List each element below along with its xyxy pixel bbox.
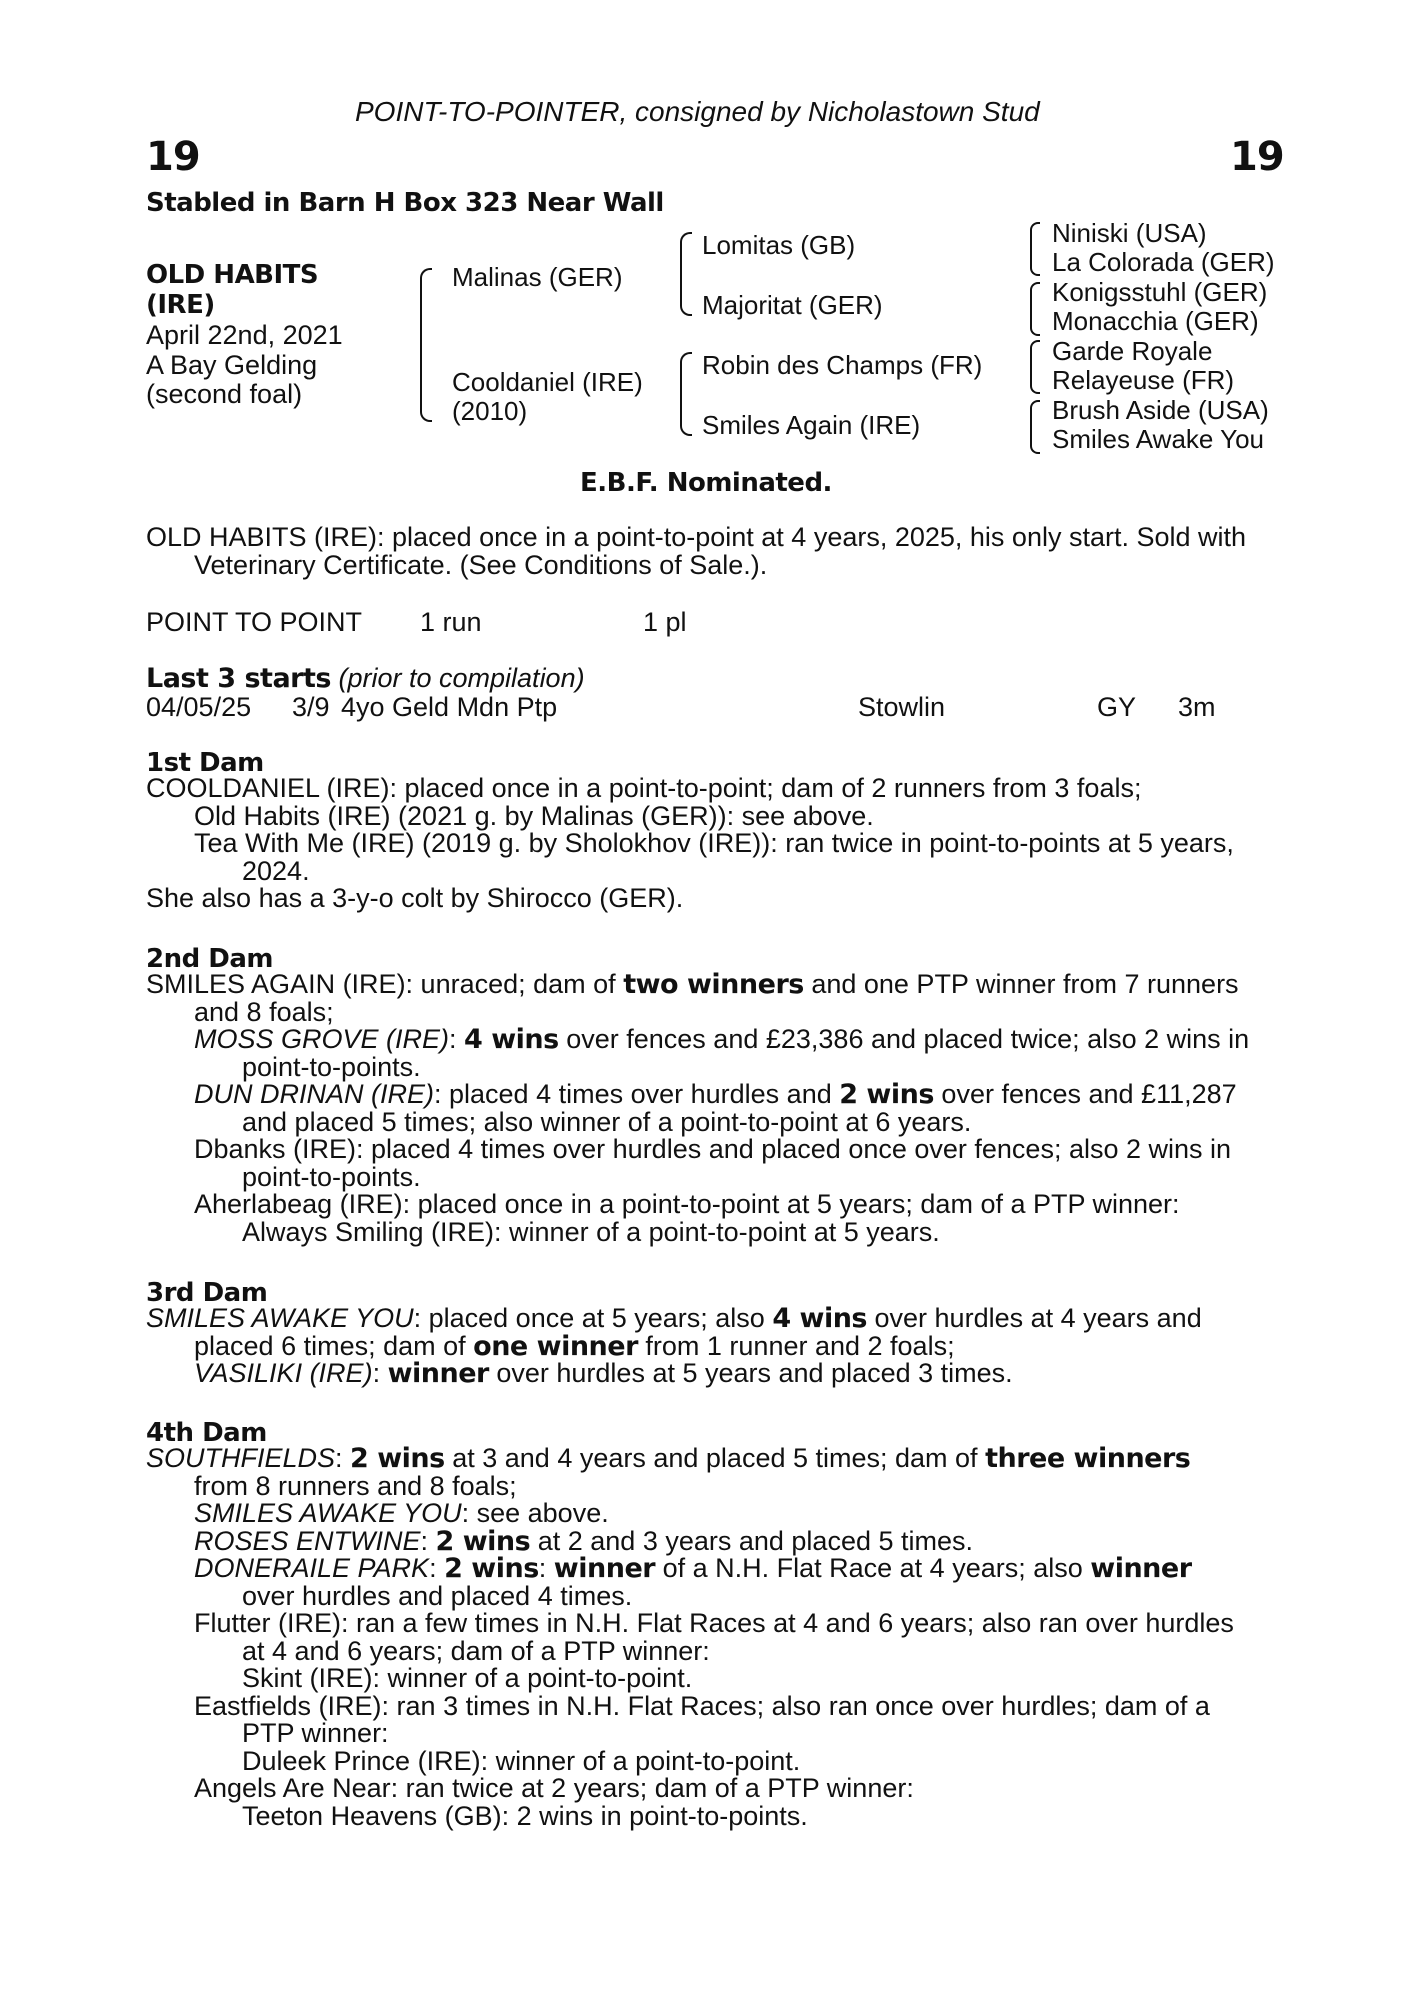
dam2-line: and placed 5 times; also winner of a point-to-point at 6 years. [242, 1106, 972, 1137]
pedigree-brace [420, 268, 432, 422]
race-summary [146, 524, 1296, 579]
dam2-title: 2nd Dam [146, 944, 273, 974]
dam4-line: PTP winner: [242, 1718, 389, 1748]
dam4-line: Duleek Prince (IRE): winner of a point-to-point. [242, 1745, 801, 1776]
dam2-line: point-to-points. [242, 1161, 421, 1192]
pedigree-ggp: Garde Royale [1052, 336, 1213, 366]
summary-line: OLD HABITS (IRE): placed once in a point-to-point at 4 years, 2025, his only start. Sold with [146, 522, 1247, 552]
dam4-line: SOUTHFIELDS: 2 wins at 3 and 4 years and placed 5 times; dam of three winners [146, 1443, 1191, 1474]
last-starts-subtitle: (prior to compilation) [338, 663, 585, 693]
dam4-text [146, 1445, 1296, 1830]
summary-line: Veterinary Certificate. (See Conditions of Sale.). [194, 549, 768, 580]
pedigree-dam-year: (2010) [452, 396, 528, 426]
pedigree-ggp: Niniski (USA) [1052, 218, 1207, 248]
dam2-line: and 8 foals; [194, 996, 334, 1027]
start-going: GY [1097, 692, 1137, 722]
pedigree-dam: Cooldaniel (IRE) [452, 367, 643, 397]
dam2-line: DUN DRINAN (IRE): placed 4 times over hurdles and 2 wins over fences and £11,287 [194, 1079, 1237, 1110]
catalogue-header: POINT-TO-POINTER, consigned by Nicholastown Stud [355, 96, 1040, 127]
foal-note: (second foal) [146, 379, 303, 409]
pedigree-ggp: La Colorada (GER) [1052, 247, 1275, 277]
dam4-line: Teeton Heavens (GB): 2 wins in point-to-points. [242, 1800, 808, 1831]
record-runs: 1 run [420, 607, 482, 637]
record-label: POINT TO POINT [146, 607, 363, 637]
start-race: 4yo Geld Mdn Ptp [341, 692, 558, 722]
dam1-title: 1st Dam [146, 748, 264, 778]
start-date: 04/05/25 [146, 692, 252, 722]
dam4-title: 4th Dam [146, 1418, 267, 1448]
last-starts-heading [146, 663, 585, 694]
dam4-line: ROSES ENTWINE: 2 wins at 2 and 3 years and placed 5 times. [194, 1525, 974, 1557]
dam4-line: from 8 runners and 8 foals; [194, 1470, 517, 1501]
horse-name-country: (IRE) [146, 290, 215, 320]
dam1-line: She also has a 3-y-o colt by Shirocco (GER). [146, 883, 684, 913]
horse-name: OLD HABITS [146, 260, 319, 290]
start-position: 3/9 [292, 692, 330, 722]
last-starts-title: Last 3 starts [146, 663, 331, 694]
dam1-line: 2024. [242, 855, 310, 886]
pedigree-ggp: Monacchia (GER) [1052, 306, 1259, 336]
dam2-line: point-to-points. [242, 1051, 421, 1082]
dam4-line: Angels Are Near: ran twice at 2 years; dam of a PTP winner: [194, 1773, 914, 1803]
dam4-line: Flutter (IRE): ran a few times in N.H. Flat Races at 4 and 6 years; also ran over hurdles [194, 1608, 1234, 1638]
pedigree-brace [1030, 282, 1040, 336]
dam3-text [146, 1305, 1296, 1388]
dam4-line: Eastfields (IRE): ran 3 times in N.H. Flat Races; also ran once over hurdles; dam of a [194, 1690, 1210, 1721]
pedigree-ggp: Smiles Awake You [1052, 424, 1264, 454]
pedigree-brace [1030, 340, 1040, 394]
horse-description: A Bay Gelding [146, 350, 318, 380]
pedigree-brace [680, 232, 692, 316]
start-distance: 3m [1178, 692, 1216, 722]
pedigree-brace [1030, 400, 1040, 454]
pedigree-brace [1030, 222, 1040, 276]
dam1-text [146, 775, 1296, 913]
dam2-line: MOSS GROVE (IRE): 4 wins over fences and £23,386 and placed twice; also 2 wins in [194, 1024, 1250, 1055]
pedigree-dam-sire: Robin des Champs (FR) [702, 350, 983, 380]
dam2-line: Always Smiling (IRE): winner of a point-to-point at 5 years. [242, 1216, 940, 1247]
dam4-line: SMILES AWAKE YOU: see above. [194, 1498, 609, 1528]
lot-number-left: 19 [146, 134, 200, 180]
start-course: Stowlin [858, 692, 946, 722]
dam2-line: SMILES AGAIN (IRE): unraced; dam of two winners and one PTP winner from 7 runners [146, 969, 1239, 1000]
pedigree-ggp: Relayeuse (FR) [1052, 365, 1235, 395]
dam4-line: over hurdles and placed 4 times. [242, 1580, 633, 1611]
dam1-line: COOLDANIEL (IRE): placed once in a point-to-point; dam of 2 runners from 3 foals; [146, 773, 1142, 803]
pedigree-brace [680, 352, 692, 436]
dam2-text [146, 971, 1296, 1246]
pedigree-dam-dam: Smiles Again (IRE) [702, 410, 921, 440]
dam2-line: Dbanks (IRE): placed 4 times over hurdles and placed once over fences; also 2 wins in [194, 1134, 1232, 1164]
dam3-line: placed 6 times; dam of one winner from 1 runner and 2 foals; [194, 1330, 955, 1362]
ebf-nominated: E.B.F. Nominated. [580, 468, 832, 498]
pedigree-sire-sire: Lomitas (GB) [702, 230, 856, 260]
record-placed: 1 pl [643, 607, 687, 637]
pedigree-ggp: Brush Aside (USA) [1052, 395, 1269, 425]
dam3-line: VASILIKI (IRE): winner over hurdles at 5 years and placed 3 times. [194, 1358, 1013, 1389]
pedigree-sire: Malinas (GER) [452, 262, 623, 292]
pedigree-ggp: Konigsstuhl (GER) [1052, 277, 1268, 307]
dam3-title: 3rd Dam [146, 1278, 268, 1308]
foaling-date: April 22nd, 2021 [146, 320, 343, 350]
dam2-line: Aherlabeag (IRE): placed once in a point-to-point at 5 years; dam of a PTP winner: [194, 1189, 1180, 1219]
dam3-line: SMILES AWAKE YOU: placed once at 5 years; also 4 wins over hurdles at 4 years and [146, 1303, 1202, 1334]
pedigree-sire-dam: Majoritat (GER) [702, 290, 883, 320]
stabling-info: Stabled in Barn H Box 323 Near Wall [146, 188, 664, 218]
dam4-line: Skint (IRE): winner of a point-to-point. [242, 1663, 693, 1693]
dam1-line: Old Habits (IRE) (2021 g. by Malinas (GER)): see above. [194, 800, 874, 831]
lot-number-right: 19 [1230, 134, 1284, 180]
dam4-line: at 4 and 6 years; dam of a PTP winner: [242, 1635, 710, 1666]
dam1-line: Tea With Me (IRE) (2019 g. by Sholokhov (IRE)): ran twice in point-to-points at 5 years, [194, 828, 1234, 858]
dam4-line: DONERAILE PARK: 2 wins: winner of a N.H. Flat Race at 4 years; also winner [194, 1553, 1192, 1584]
